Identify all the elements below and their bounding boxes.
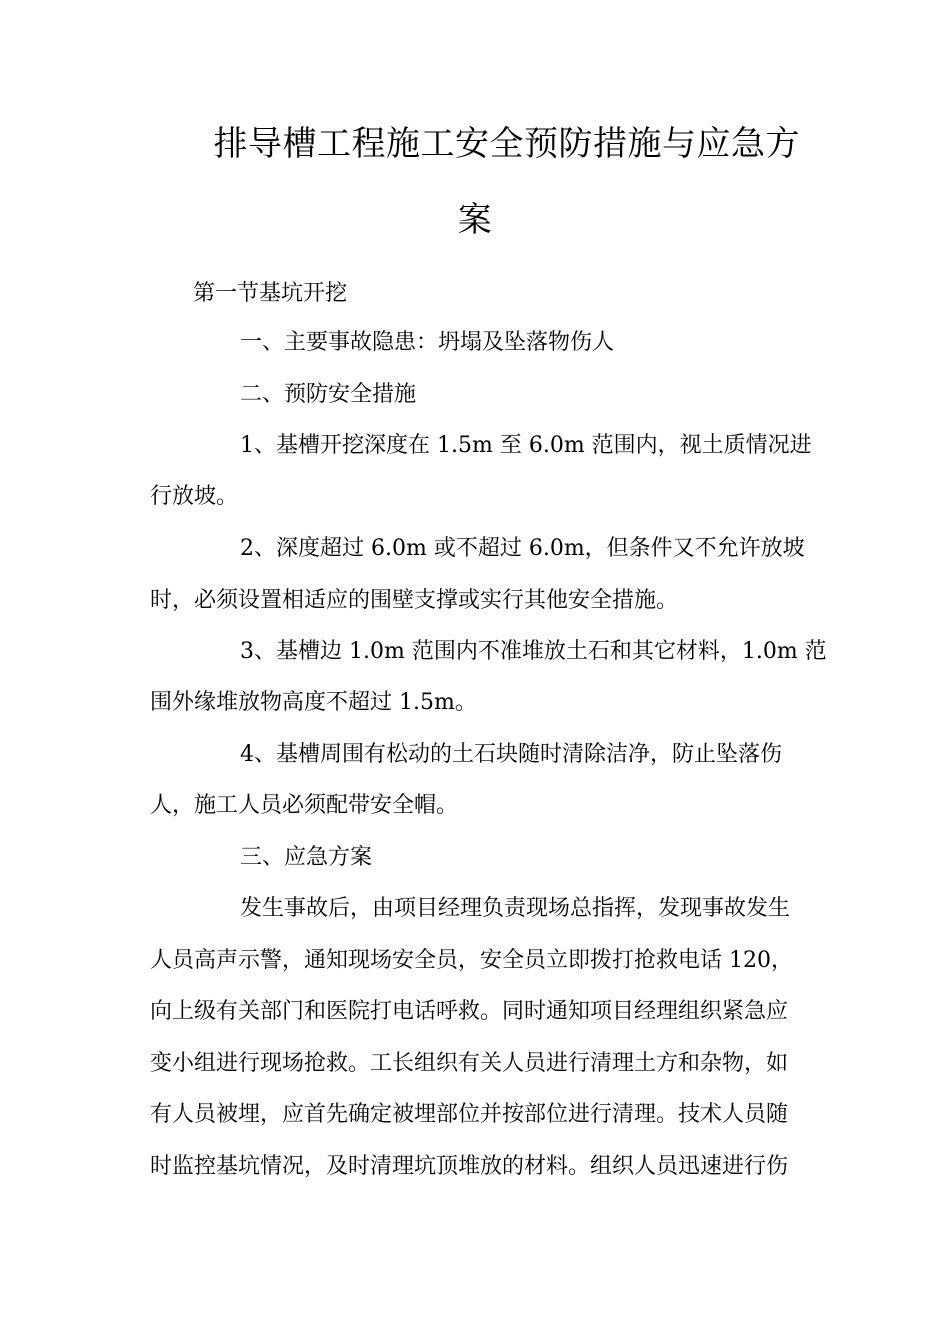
paragraph-line: 行放坡。 [150,484,239,509]
paragraph-line: 有人员被埋，应首先确定被埋部位并按部位进行清理。技术人员随 [150,1102,789,1127]
paragraph-line: 时，必须设置相适应的围壁支撑或实行其他安全措施。 [150,588,679,613]
section-heading: 第一节基坑开挖 [193,281,348,306]
paragraph-line: 2、深度超过 6.0m 或不超过 6.0m，但条件又不允许放坡 [240,536,805,561]
paragraph-line: 向上级有关部门和医院打电话呼救。同时通知项目经理组织紧急应 [150,999,789,1024]
paragraph-line: 4、基槽周围有松动的土石块随时清除洁净，防止坠落伤 [240,742,782,767]
paragraph-line: 围外缘堆放物高度不超过 1.5m。 [150,690,477,715]
document-title-line-1: 排导槽工程施工安全预防措施与应急方 [213,124,800,164]
paragraph-line: 1、基槽开挖深度在 1.5m 至 6.0m 范围内，视土质情况进 [240,433,812,458]
paragraph-line: 人，施工人员必须配带安全帽。 [150,793,459,818]
paragraph-line: 3、基槽边 1.0m 范围内不准堆放土石和其它材料，1.0m 范 [240,639,827,664]
heading-safety-measures: 二、预防安全措施 [240,382,417,407]
paragraph-line: 发生事故后，由项目经理负责现场总指挥，发现事故发生 [240,896,791,921]
heading-accident-hazards: 一、主要事故隐患：坍塌及坠落物伤人 [240,330,615,355]
paragraph-line: 时监控基坑情况，及时清理坑顶堆放的材料。组织人员迅速进行伤 [150,1154,789,1179]
document-title-line-2: 案 [457,200,493,240]
heading-emergency-plan: 三、应急方案 [240,845,373,870]
paragraph-line: 变小组进行现场抢救。工长组织有关人员进行清理土方和杂物，如 [150,1051,789,1076]
paragraph-line: 人员高声示警，通知现场安全员，安全员立即拨打抢救电话 120， [150,948,793,973]
